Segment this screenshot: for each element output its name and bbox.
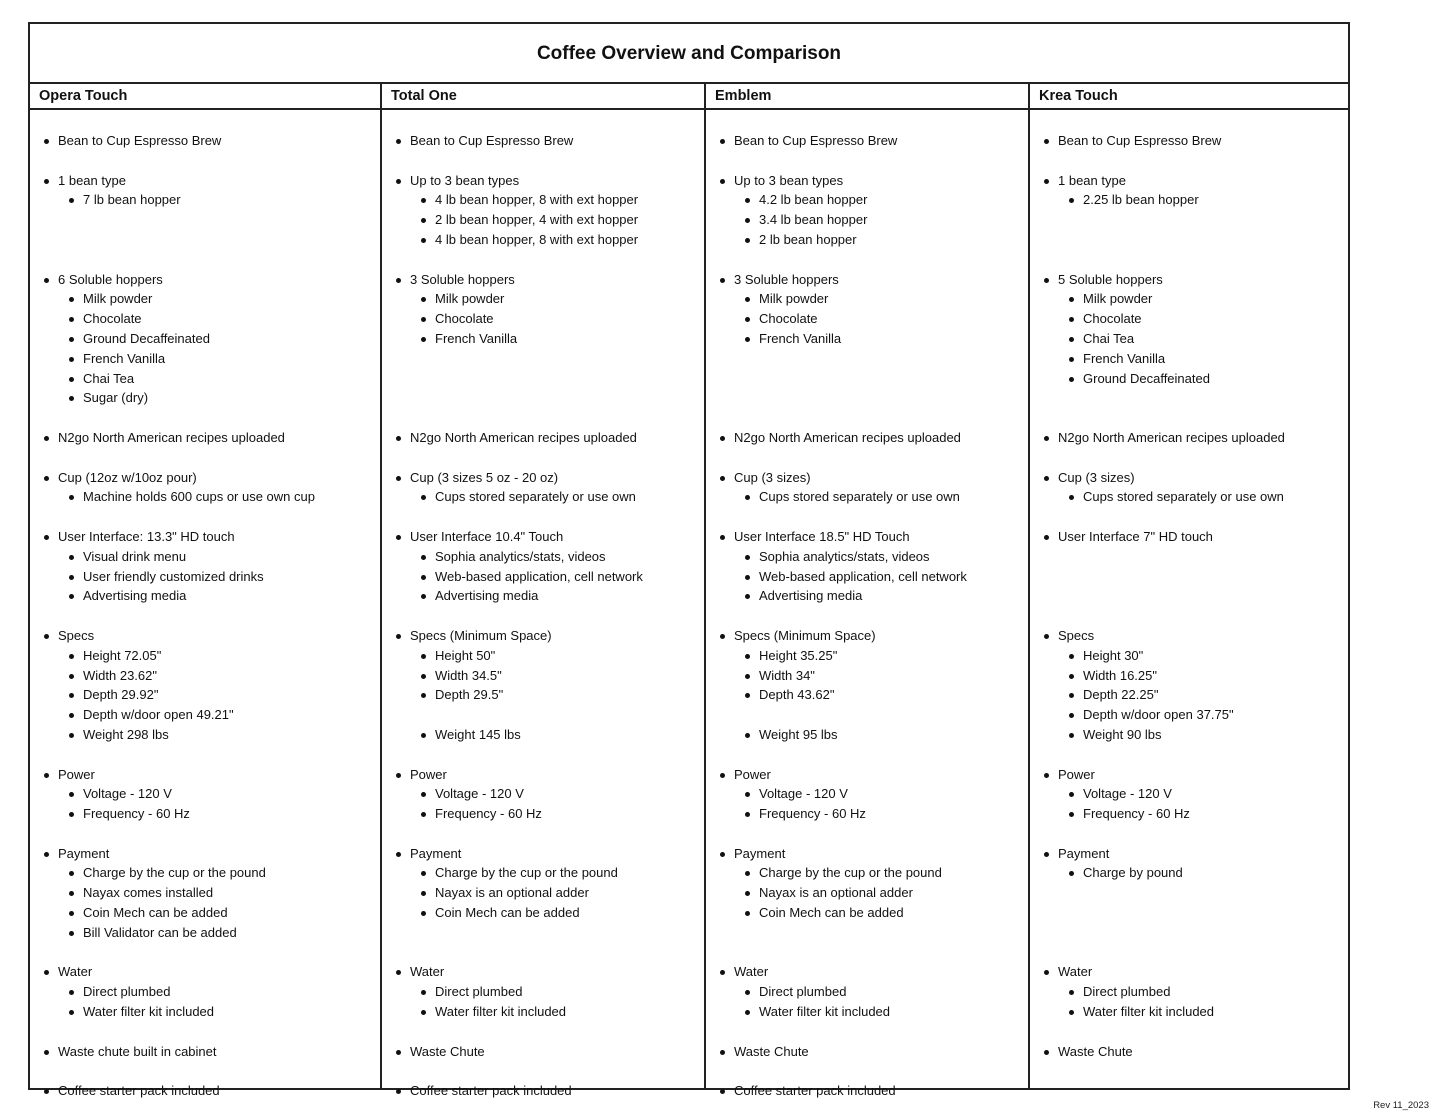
feature-subitem: Chai Tea [1042, 329, 1348, 349]
feature-subitem: Chocolate [718, 309, 1028, 329]
feature-item: Specs [1042, 626, 1348, 646]
feature-subitem: Height 35.25" [718, 646, 1028, 666]
feature-item: Up to 3 bean types [718, 171, 1028, 191]
feature-subitem: Depth 29.92" [42, 685, 380, 705]
feature-group [1042, 171, 1348, 250]
blank-line [718, 705, 1028, 725]
blank-line [1042, 567, 1348, 587]
feature-item: 1 bean type [42, 171, 380, 191]
blank-line [1042, 1081, 1348, 1101]
feature-group [718, 171, 1028, 250]
feature-group [1042, 270, 1348, 409]
feature-subitem: Weight 298 lbs [42, 725, 380, 745]
feature-subitem: Sugar (dry) [42, 388, 380, 408]
column-body [30, 110, 380, 1101]
feature-item: N2go North American recipes uploaded [42, 428, 380, 448]
feature-subitem: Frequency - 60 Hz [394, 804, 704, 824]
feature-group [394, 270, 704, 409]
feature-group [42, 171, 380, 250]
feature-group [718, 270, 1028, 409]
feature-item: Power [394, 765, 704, 785]
feature-subitem: 4 lb bean hopper, 8 with ext hopper [394, 190, 704, 210]
feature-group [394, 1042, 704, 1062]
feature-subitem: Machine holds 600 cups or use own cup [42, 487, 380, 507]
feature-group [718, 1042, 1028, 1062]
feature-subitem: Ground Decaffeinated [42, 329, 380, 349]
feature-subitem: 3.4 lb bean hopper [718, 210, 1028, 230]
feature-group [42, 1081, 380, 1101]
feature-item: Coffee starter pack included [42, 1081, 380, 1101]
blank-line [394, 923, 704, 943]
feature-subitem: Charge by the cup or the pound [718, 863, 1028, 883]
feature-group [718, 962, 1028, 1021]
feature-item: Payment [394, 844, 704, 864]
feature-item: N2go North American recipes uploaded [1042, 428, 1348, 448]
feature-item: 3 Soluble hoppers [394, 270, 704, 290]
feature-group [1042, 626, 1348, 745]
blank-line [1042, 883, 1348, 903]
feature-group [1042, 1042, 1348, 1062]
feature-subitem: Ground Decaffeinated [1042, 369, 1348, 389]
feature-item: 5 Soluble hoppers [1042, 270, 1348, 290]
feature-subitem: Voltage - 120 V [718, 784, 1028, 804]
feature-subitem: Height 50" [394, 646, 704, 666]
feature-subitem: Coin Mech can be added [394, 903, 704, 923]
feature-group [394, 171, 704, 250]
feature-subitem: Water filter kit included [42, 1002, 380, 1022]
feature-subitem: Water filter kit included [394, 1002, 704, 1022]
feature-subitem: Height 30" [1042, 646, 1348, 666]
column-body [1030, 110, 1348, 1101]
feature-group [1042, 468, 1348, 508]
feature-item: Bean to Cup Espresso Brew [394, 131, 704, 151]
feature-subitem: Weight 145 lbs [394, 725, 704, 745]
feature-subitem: Cups stored separately or use own [1042, 487, 1348, 507]
column-body [706, 110, 1028, 1101]
feature-item: User Interface 10.4" Touch [394, 527, 704, 547]
feature-subitem: Sophia analytics/stats, videos [394, 547, 704, 567]
feature-subitem: Width 23.62" [42, 666, 380, 686]
feature-group [394, 962, 704, 1021]
blank-line [1042, 547, 1348, 567]
revision-label: Rev 11_2023 [1373, 1100, 1429, 1111]
feature-item: User Interface 7" HD touch [1042, 527, 1348, 547]
feature-subitem: Web-based application, cell network [394, 567, 704, 587]
blank-line [394, 349, 704, 369]
feature-group [42, 468, 380, 508]
feature-group [394, 765, 704, 824]
feature-item: Specs [42, 626, 380, 646]
feature-item: Cup (3 sizes 5 oz - 20 oz) [394, 468, 704, 488]
column-opera-touch [30, 82, 380, 1099]
feature-subitem: 2 lb bean hopper, 4 with ext hopper [394, 210, 704, 230]
feature-group [394, 527, 704, 606]
feature-item: Bean to Cup Espresso Brew [42, 131, 380, 151]
blank-line [718, 369, 1028, 389]
feature-group [42, 844, 380, 943]
feature-item: Water [394, 962, 704, 982]
feature-item: Waste Chute [718, 1042, 1028, 1062]
feature-subitem: Milk powder [42, 289, 380, 309]
blank-line [1042, 210, 1348, 230]
feature-subitem: Charge by the cup or the pound [394, 863, 704, 883]
feature-group [42, 527, 380, 606]
feature-subitem: French Vanilla [394, 329, 704, 349]
feature-item: Bean to Cup Espresso Brew [1042, 131, 1348, 151]
blank-line [42, 210, 380, 230]
feature-subitem: Direct plumbed [1042, 982, 1348, 1002]
feature-item: 1 bean type [1042, 171, 1348, 191]
feature-subitem: Height 72.05" [42, 646, 380, 666]
page-title: Coffee Overview and Comparison [536, 43, 842, 64]
feature-subitem: Width 34.5" [394, 666, 704, 686]
feature-group [1042, 1081, 1348, 1101]
feature-subitem: Charge by the cup or the pound [42, 863, 380, 883]
feature-subitem: Milk powder [1042, 289, 1348, 309]
feature-subitem: Chai Tea [42, 369, 380, 389]
blank-line [718, 388, 1028, 408]
feature-subitem: 2 lb bean hopper [718, 230, 1028, 250]
feature-item: Waste Chute [1042, 1042, 1348, 1062]
feature-subitem: Width 16.25" [1042, 666, 1348, 686]
feature-group [42, 765, 380, 824]
feature-subitem: Nayax is an optional adder [718, 883, 1028, 903]
blank-line [1042, 586, 1348, 606]
feature-subitem: Charge by pound [1042, 863, 1348, 883]
feature-subitem: Chocolate [394, 309, 704, 329]
feature-subitem: Sophia analytics/stats, videos [718, 547, 1028, 567]
feature-item: N2go North American recipes uploaded [394, 428, 704, 448]
feature-item: Waste chute built in cabinet [42, 1042, 380, 1062]
feature-item: Cup (3 sizes) [718, 468, 1028, 488]
comparison-sheet [28, 22, 1350, 1099]
feature-group [42, 626, 380, 745]
feature-subitem: Direct plumbed [394, 982, 704, 1002]
feature-group [394, 468, 704, 508]
feature-subitem: Weight 90 lbs [1042, 725, 1348, 745]
feature-subitem: Water filter kit included [1042, 1002, 1348, 1022]
feature-subitem: French Vanilla [42, 349, 380, 369]
feature-group [394, 1081, 704, 1101]
feature-subitem: Voltage - 120 V [42, 784, 380, 804]
feature-subitem: Voltage - 120 V [394, 784, 704, 804]
feature-item: Water [718, 962, 1028, 982]
blank-line [394, 369, 704, 389]
feature-group [1042, 844, 1348, 943]
feature-item: Power [1042, 765, 1348, 785]
column-header: Krea Touch [1030, 82, 1348, 110]
feature-item: Cup (12oz w/10oz pour) [42, 468, 380, 488]
feature-item: 6 Soluble hoppers [42, 270, 380, 290]
feature-subitem: French Vanilla [718, 329, 1028, 349]
feature-group [718, 527, 1028, 606]
feature-group [394, 131, 704, 151]
feature-group [718, 468, 1028, 508]
feature-item: Power [718, 765, 1028, 785]
feature-subitem: Nayax is an optional adder [394, 883, 704, 903]
blank-line [394, 388, 704, 408]
feature-item: User Interface 18.5" HD Touch [718, 527, 1028, 547]
feature-group [718, 626, 1028, 745]
column-krea-touch [1028, 82, 1348, 1088]
feature-subitem: Web-based application, cell network [718, 567, 1028, 587]
feature-item: Waste Chute [394, 1042, 704, 1062]
feature-subitem: 4.2 lb bean hopper [718, 190, 1028, 210]
feature-subitem: Advertising media [718, 586, 1028, 606]
feature-subitem: Depth 22.25" [1042, 685, 1348, 705]
column-body [382, 110, 704, 1101]
feature-subitem: Cups stored separately or use own [718, 487, 1028, 507]
column-header: Opera Touch [30, 82, 380, 110]
blank-line [718, 349, 1028, 369]
blank-line [394, 705, 704, 725]
feature-group [42, 270, 380, 409]
feature-subitem: Coin Mech can be added [718, 903, 1028, 923]
feature-group [718, 844, 1028, 943]
feature-item: Specs (Minimum Space) [394, 626, 704, 646]
feature-item: Payment [42, 844, 380, 864]
feature-group [394, 626, 704, 745]
feature-subitem: Chocolate [1042, 309, 1348, 329]
feature-subitem: 7 lb bean hopper [42, 190, 380, 210]
column-header: Total One [382, 82, 704, 110]
feature-group [1042, 131, 1348, 151]
column-emblem [704, 82, 1028, 1099]
column-total-one [380, 82, 704, 1099]
feature-subitem: Direct plumbed [718, 982, 1028, 1002]
feature-subitem: Visual drink menu [42, 547, 380, 567]
feature-subitem: Milk powder [718, 289, 1028, 309]
feature-item: Water [42, 962, 380, 982]
feature-subitem: Depth w/door open 37.75" [1042, 705, 1348, 725]
feature-subitem: Direct plumbed [42, 982, 380, 1002]
feature-subitem: Depth 43.62" [718, 685, 1028, 705]
blank-line [1042, 388, 1348, 408]
feature-item: Payment [718, 844, 1028, 864]
title-row [30, 24, 1348, 84]
feature-item: Coffee starter pack included [394, 1081, 704, 1101]
feature-group [1042, 527, 1348, 606]
feature-group [1042, 765, 1348, 824]
feature-subitem: Voltage - 120 V [1042, 784, 1348, 804]
feature-item: Power [42, 765, 380, 785]
feature-subitem: Depth 29.5" [394, 685, 704, 705]
feature-item: User Interface: 13.3" HD touch [42, 527, 380, 547]
feature-subitem: Depth w/door open 49.21" [42, 705, 380, 725]
feature-item: Specs (Minimum Space) [718, 626, 1028, 646]
feature-subitem: Width 34" [718, 666, 1028, 686]
feature-subitem: User friendly customized drinks [42, 567, 380, 587]
feature-group [718, 428, 1028, 448]
feature-group [1042, 962, 1348, 1021]
feature-subitem: 2.25 lb bean hopper [1042, 190, 1348, 210]
feature-group [394, 844, 704, 943]
feature-subitem: Bill Validator can be added [42, 923, 380, 943]
feature-group [718, 765, 1028, 824]
blank-line [1042, 903, 1348, 923]
blank-line [1042, 230, 1348, 250]
feature-subitem: Weight 95 lbs [718, 725, 1028, 745]
feature-subitem: Coin Mech can be added [42, 903, 380, 923]
feature-subitem: Advertising media [394, 586, 704, 606]
feature-group [718, 131, 1028, 151]
feature-subitem: Cups stored separately or use own [394, 487, 704, 507]
blank-line [42, 230, 380, 250]
feature-group [394, 428, 704, 448]
feature-subitem: Milk powder [394, 289, 704, 309]
feature-subitem: Chocolate [42, 309, 380, 329]
feature-group [42, 962, 380, 1021]
feature-item: Bean to Cup Espresso Brew [718, 131, 1028, 151]
feature-subitem: Frequency - 60 Hz [1042, 804, 1348, 824]
feature-subitem: Nayax comes installed [42, 883, 380, 903]
feature-group [718, 1081, 1028, 1101]
feature-subitem: Frequency - 60 Hz [718, 804, 1028, 824]
feature-subitem: Water filter kit included [718, 1002, 1028, 1022]
feature-subitem: French Vanilla [1042, 349, 1348, 369]
feature-item: Cup (3 sizes) [1042, 468, 1348, 488]
feature-item: Coffee starter pack included [718, 1081, 1028, 1101]
blank-line [718, 923, 1028, 943]
feature-group [42, 131, 380, 151]
column-header: Emblem [706, 82, 1028, 110]
feature-group [42, 1042, 380, 1062]
feature-item: N2go North American recipes uploaded [718, 428, 1028, 448]
feature-item: Payment [1042, 844, 1348, 864]
feature-group [42, 428, 380, 448]
blank-line [1042, 923, 1348, 943]
feature-group [1042, 428, 1348, 448]
feature-item: Up to 3 bean types [394, 171, 704, 191]
feature-item: 3 Soluble hoppers [718, 270, 1028, 290]
feature-subitem: 4 lb bean hopper, 8 with ext hopper [394, 230, 704, 250]
feature-item: Water [1042, 962, 1348, 982]
feature-subitem: Frequency - 60 Hz [42, 804, 380, 824]
feature-subitem: Advertising media [42, 586, 380, 606]
